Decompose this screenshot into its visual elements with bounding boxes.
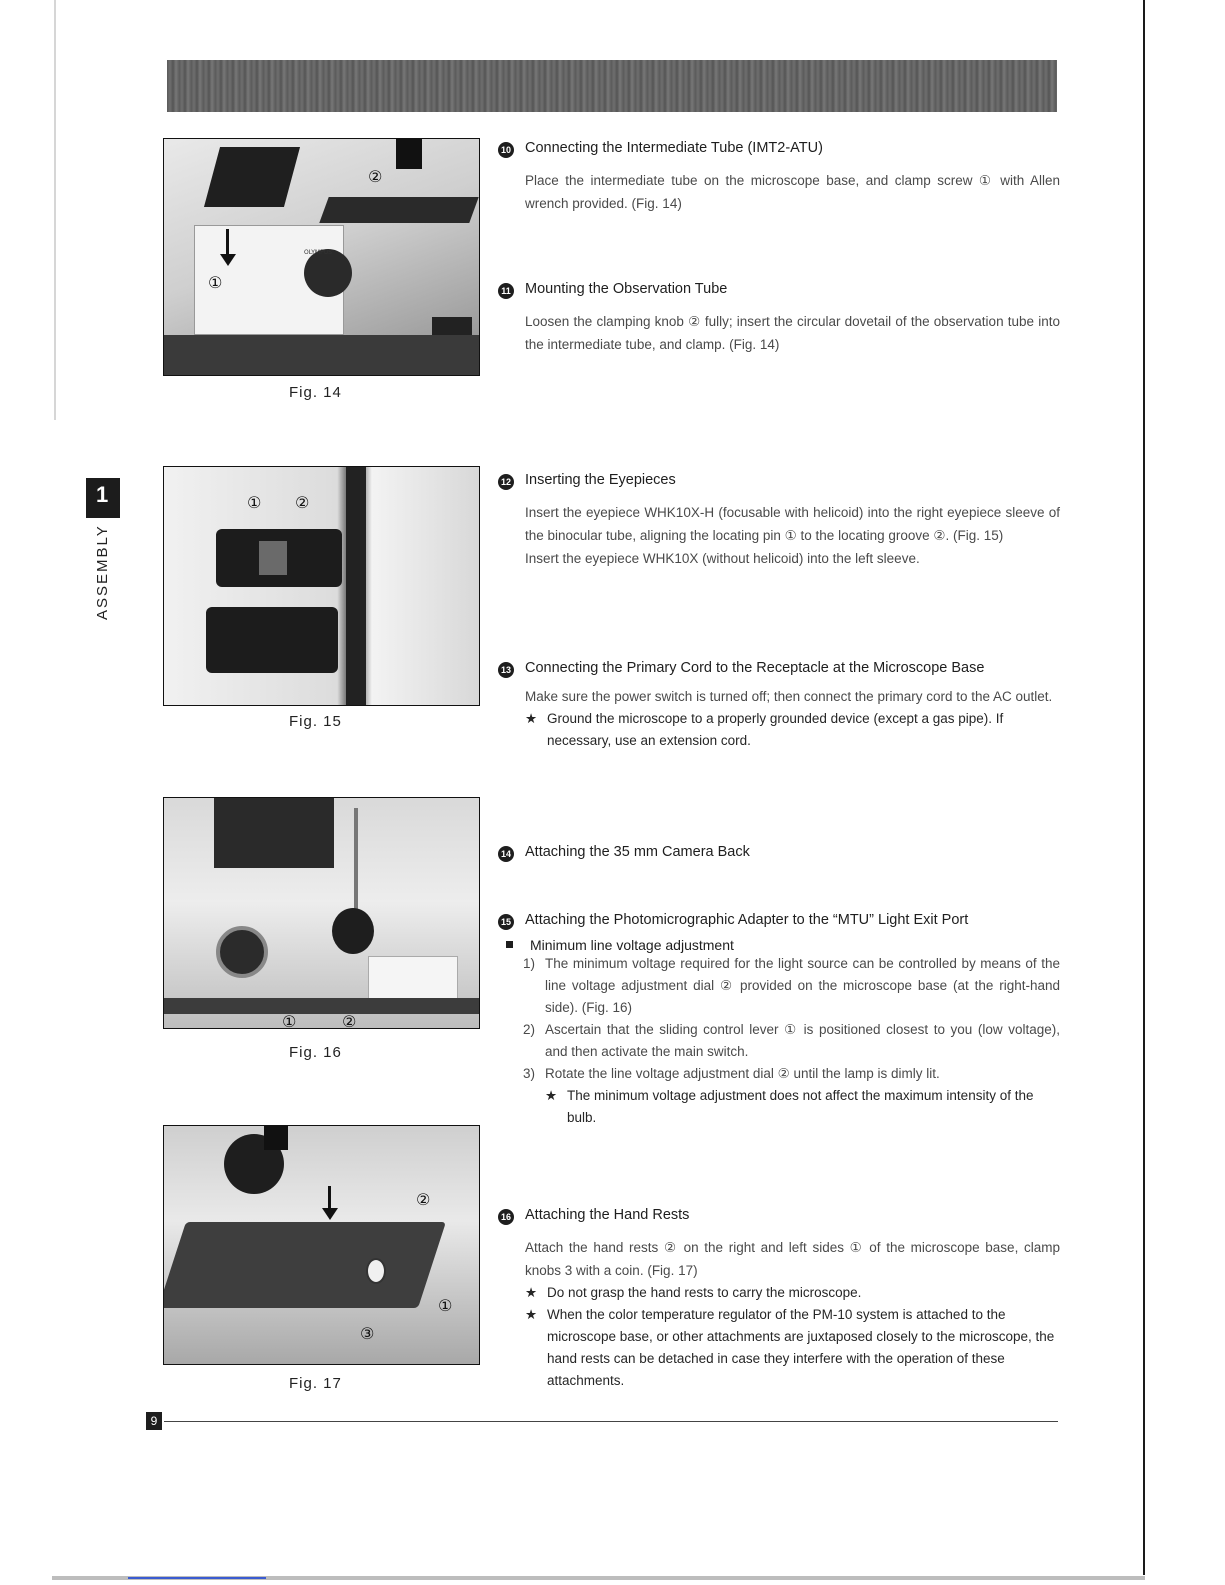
scan-edge-right	[1143, 0, 1145, 1575]
figure-15-caption: Fig. 15	[289, 713, 342, 730]
section-number: 14	[498, 846, 514, 862]
figure-17-caption: Fig. 17	[289, 1375, 342, 1392]
callout-1: ①	[208, 273, 223, 292]
section-body: Attach the hand rests ② on the right and left sides ① of the microscope base, clamp knobs 3 with a coin. (Fig. 17)	[525, 1240, 1060, 1278]
callout-1: ①	[438, 1296, 453, 1315]
callout-1: ①	[247, 493, 262, 512]
caution-note	[545, 1085, 1060, 1129]
step-text: Rotate the line voltage adjustment dial ② until the lamp is dimly lit.	[545, 1066, 940, 1081]
square-bullet-icon	[506, 941, 513, 948]
nosepiece-shape	[304, 249, 352, 297]
callout-2: ②	[368, 167, 383, 186]
clamp-knob-shape	[366, 1258, 386, 1284]
section-title: Connecting the Intermediate Tube (IMT2-ATU)	[525, 140, 823, 156]
header-band	[167, 60, 1057, 112]
note-text: When the color temperature regulator of the PM-10 system is attached to the microscope base, or other attachments are juxtaposed closely to the microscope, the hand rests can be detached in case they interfere with the operation of these attachments.	[547, 1307, 1055, 1388]
base-edge-shape	[164, 998, 480, 1014]
scrollbar-thumb[interactable]	[128, 1577, 266, 1579]
note-text: The minimum voltage adjustment does not affect the maximum intensity of the bulb.	[567, 1088, 1034, 1125]
star-icon: ★	[525, 1285, 538, 1300]
note-text: Do not grasp the hand rests to carry the microscope.	[547, 1285, 862, 1300]
section-title: Inserting the Eyepieces	[525, 472, 676, 488]
section-body: Place the intermediate tube on the microscope base, and clamp screw ① with Allen wrench provided. (Fig. 14)	[525, 173, 1060, 211]
lamp-housing-shape	[396, 139, 422, 169]
figure-17-photo	[163, 1125, 480, 1365]
section-number: 10	[498, 142, 514, 158]
step-item	[523, 953, 1060, 1019]
section-16	[498, 1207, 1060, 1392]
callout-2: ②	[342, 1012, 357, 1029]
note-text: Ground the microscope to a properly grounded device (except a gas pipe). If necessary, use an extension cord.	[547, 711, 1004, 748]
observation-tube-shape	[204, 147, 300, 207]
knob-shape	[432, 317, 472, 335]
figure-14-caption: Fig. 14	[289, 384, 342, 401]
step-text: The minimum voltage required for the light source can be controlled by means of the line voltage adjustment dial ② provided on the microscope base (at the right-hand side). (Fig. 16)	[545, 956, 1060, 1015]
step-number: 1)	[523, 956, 536, 971]
section-title: Attaching the 35 mm Camera Back	[525, 844, 750, 860]
section-title: Connecting the Primary Cord to the Receptacle at the Microscope Base	[525, 660, 985, 676]
section-number: 16	[498, 1209, 514, 1225]
section-10	[498, 140, 1060, 215]
base-shadow-shape	[164, 335, 480, 376]
figure-16-photo	[163, 797, 480, 1029]
stage-shape	[319, 197, 478, 223]
section-body-2: Insert the eyepiece WHK10X (without helicoid) into the left sleeve.	[525, 551, 920, 566]
step-item	[523, 1063, 1060, 1085]
section-12	[498, 472, 1060, 570]
section-13	[498, 660, 1060, 752]
section-number: 11	[498, 283, 514, 299]
scan-edge-left	[54, 0, 56, 420]
section-15	[498, 912, 1060, 1129]
callout-3: ③	[360, 1324, 375, 1343]
star-icon: ★	[525, 1307, 538, 1322]
section-number: 12	[498, 474, 514, 490]
section-title: Attaching the Hand Rests	[525, 1207, 690, 1223]
section-14	[498, 844, 1060, 861]
microscope-top-shape	[214, 798, 334, 868]
star-icon: ★	[545, 1088, 558, 1103]
down-arrow-head	[220, 254, 236, 266]
hand-rest-shape	[163, 1222, 446, 1308]
brand-label: OLYMPUS	[304, 249, 332, 256]
figure-16-caption: Fig. 16	[289, 1044, 342, 1061]
section-body: Make sure the power switch is turned off; then connect the primary cord to the AC outlet.	[525, 689, 1053, 704]
section-11	[498, 281, 1060, 356]
caution-note	[525, 1304, 1060, 1392]
section-title: Attaching the Photomicrographic Adapter to the “MTU” Light Exit Port	[525, 912, 969, 928]
voltage-dial-shape	[216, 926, 268, 978]
eyepiece-sleeve-shape	[259, 541, 287, 575]
focus-knob-shape	[332, 908, 374, 954]
eyepiece-left-shape	[206, 607, 338, 673]
section-number: 15	[498, 914, 514, 930]
section-body: Insert the eyepiece WHK10X-H (focusable with helicoid) into the right eyepiece sleeve of the binocular tube, aligning the locating pin ① to the locating groove ②. (Fig. 15)	[525, 505, 1060, 543]
callout-1: ①	[282, 1012, 297, 1029]
subsection-title: Minimum line voltage adjustment	[530, 937, 734, 953]
knob-shaft-shape	[264, 1126, 288, 1150]
step-number: 2)	[523, 1022, 536, 1037]
chapter-tab-label: ASSEMBLY	[94, 524, 111, 620]
subsection-heading	[498, 937, 1060, 953]
star-icon: ★	[525, 711, 538, 726]
step-text: Ascertain that the sliding control lever ① is positioned closest to you (low voltage), and then activate the main switch.	[545, 1022, 1060, 1059]
figure-15-photo	[163, 466, 480, 706]
callout-2: ②	[416, 1190, 431, 1209]
page-number: 9	[146, 1412, 162, 1430]
section-body: Loosen the clamping knob ② fully; insert the circular dovetail of the observation tube into the intermediate tube, and clamp. (Fig. 14)	[525, 314, 1060, 352]
section-number: 13	[498, 662, 514, 678]
footer-rule	[164, 1421, 1058, 1422]
callout-2: ②	[295, 493, 310, 512]
caution-note	[525, 1282, 1060, 1304]
section-title: Mounting the Observation Tube	[525, 281, 728, 297]
tube-body-shape	[346, 467, 366, 706]
figure-14-photo	[163, 138, 480, 376]
chapter-tab-number: 1	[96, 482, 109, 507]
step-number: 3)	[523, 1066, 536, 1081]
caution-note	[525, 708, 1060, 752]
step-item	[523, 1019, 1060, 1063]
down-arrow-head	[322, 1208, 338, 1220]
